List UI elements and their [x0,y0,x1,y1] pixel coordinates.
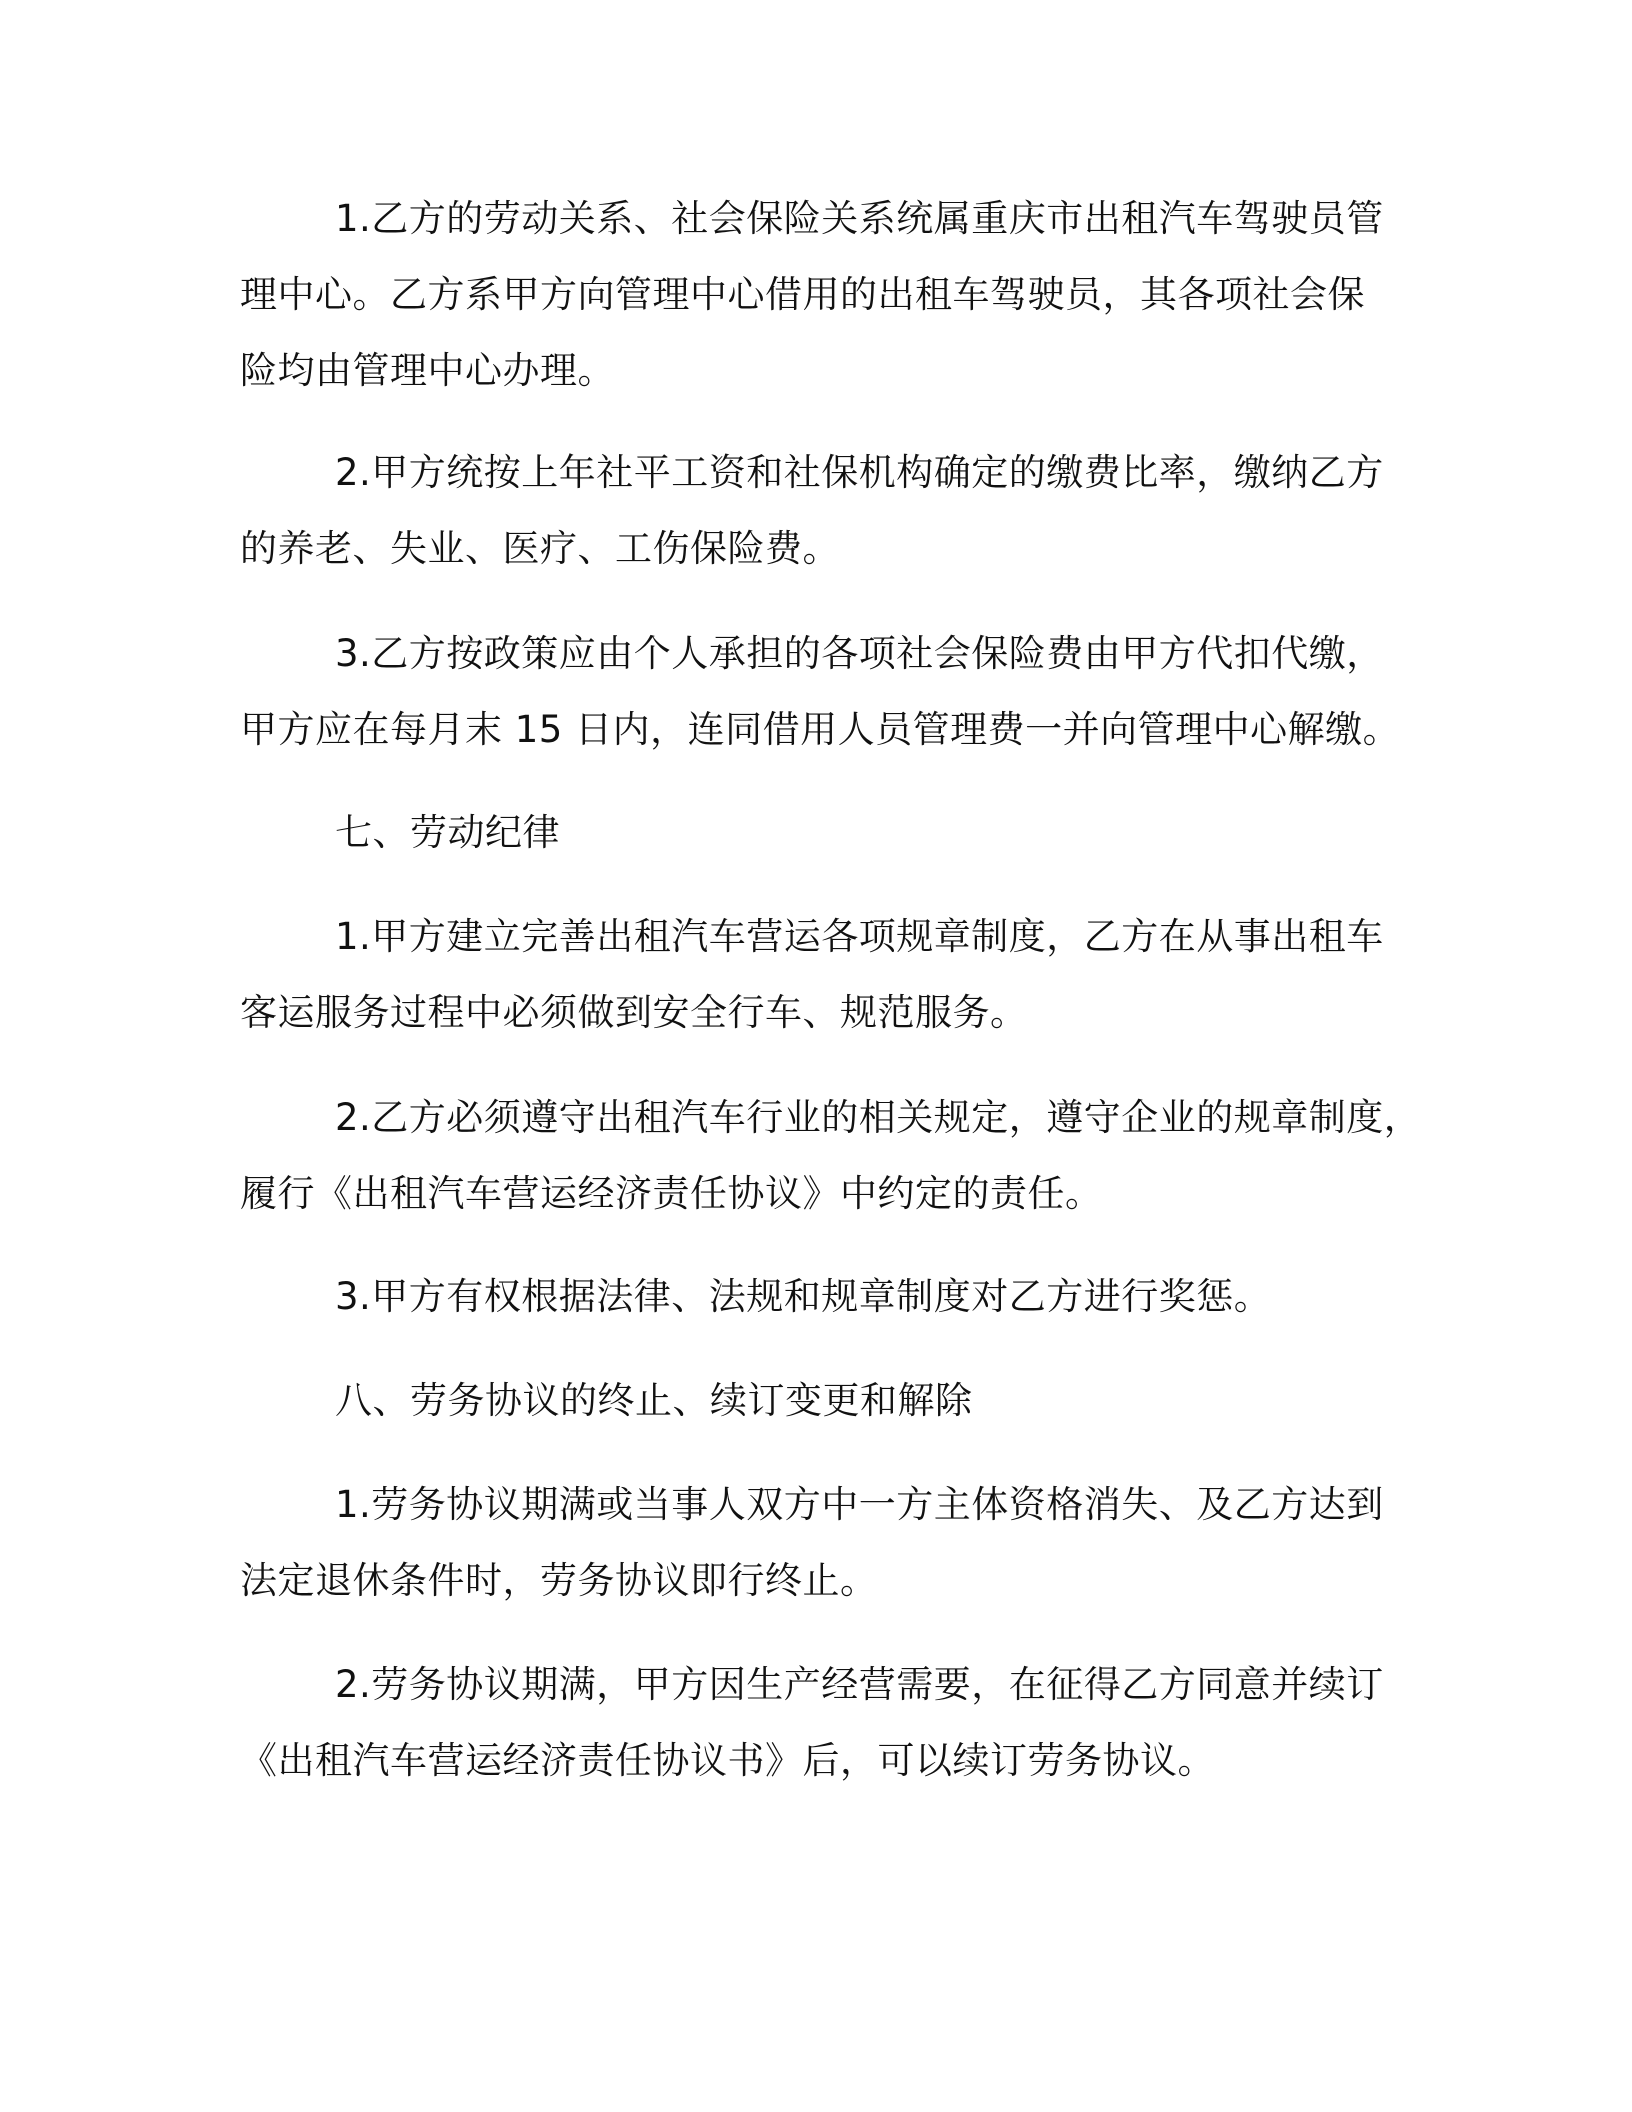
paragraph-line: 险均由管理中心办理。 [240,349,615,392]
paragraph-line: 《出租汽车营运经济责任协议书》后，可以续订劳务协议。 [240,1739,1215,1782]
paragraph-line: 甲方应在每月末 15 日内，连同借用人员管理费一并向管理中心解缴。 [240,708,1401,751]
paragraph-line: 3.乙方按政策应由个人承担的各项社会保险费由甲方代扣代缴， [335,632,1384,675]
paragraph-line: 2.劳务协议期满，甲方因生产经营需要，在征得乙方同意并续订 [335,1663,1384,1706]
paragraph-line: 1.劳务协议期满或当事人双方中一方主体资格消失、及乙方达到 [335,1483,1384,1526]
paragraph-line: 3.甲方有权根据法律、法规和规章制度对乙方进行奖惩。 [335,1275,1272,1318]
paragraph-line: 的养老、失业、医疗、工伤保险费。 [240,527,840,570]
section-heading: 七、劳动纪律 [335,811,560,854]
paragraph-line: 客运服务过程中必须做到安全行车、规范服务。 [240,991,1028,1034]
paragraph-line: 法定退休条件时，劳务协议即行终止。 [240,1559,878,1602]
paragraph-line: 1.乙方的劳动关系、社会保险关系统属重庆市出租汽车驾驶员管 [335,197,1384,240]
paragraph-line: 履行《出租汽车营运经济责任协议》中约定的责任。 [240,1172,1103,1215]
section-heading: 八、劳务协议的终止、续订变更和解除 [335,1379,973,1422]
paragraph-line: 理中心。乙方系甲方向管理中心借用的出租车驾驶员，其各项社会保 [240,273,1365,316]
paragraph-line: 1.甲方建立完善出租汽车营运各项规章制度，乙方在从事出租车 [335,915,1384,958]
paragraph-line: 2.乙方必须遵守出租汽车行业的相关规定，遵守企业的规章制度， [335,1096,1422,1139]
paragraph-line: 2.甲方统按上年社平工资和社保机构确定的缴费比率，缴纳乙方 [335,451,1384,494]
